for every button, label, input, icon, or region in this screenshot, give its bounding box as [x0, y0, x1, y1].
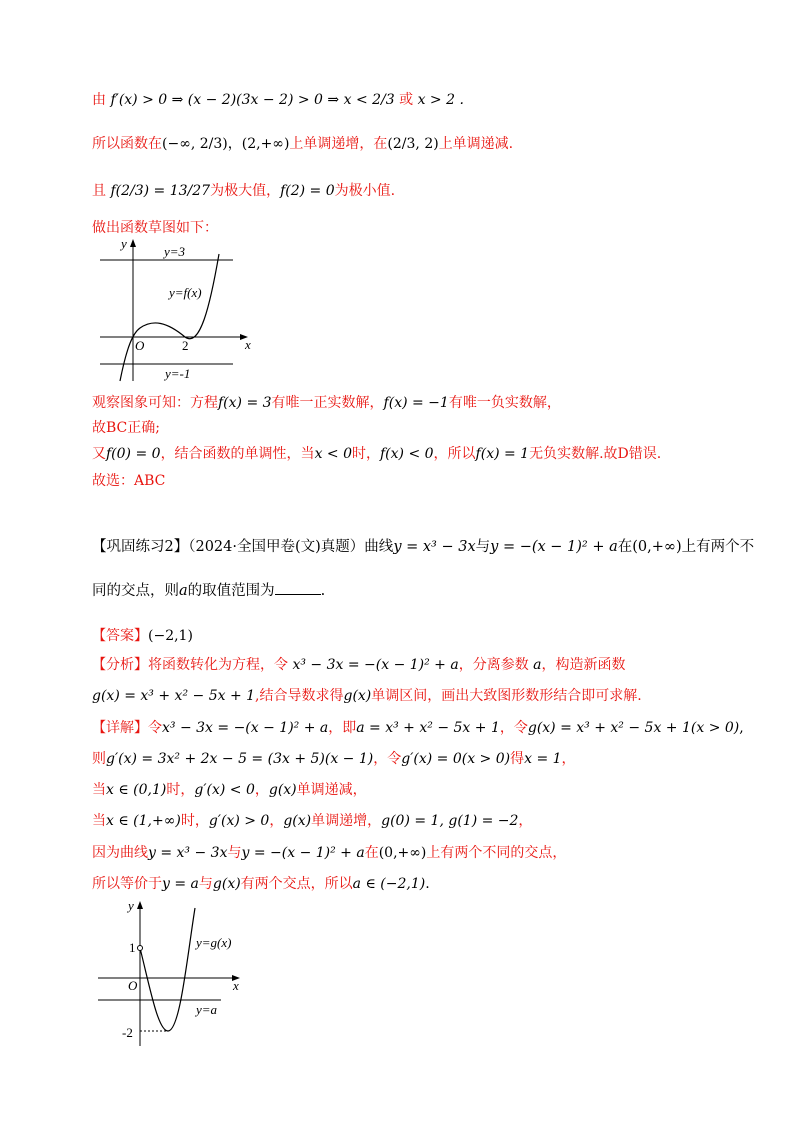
- y-arrow: [130, 239, 136, 247]
- text: 在: [364, 845, 379, 861]
- text: 的取值范围为: [187, 583, 275, 599]
- math: x³ − 3x = −(x − 1)² + a: [292, 657, 459, 673]
- math: (0,+∞): [632, 539, 682, 555]
- math: (−∞, 2/3)，(2,+∞): [162, 136, 290, 152]
- tick-1: 1: [129, 940, 136, 955]
- monotonic-line: [92, 134, 513, 154]
- bc-correct: 故BC正确;: [92, 420, 160, 436]
- text: 时，: [352, 446, 380, 462]
- observe-line: [92, 393, 561, 413]
- text: ，: [561, 751, 576, 767]
- text: .: [425, 876, 430, 892]
- graph-g: [95, 898, 265, 1048]
- detail-line-1: [92, 718, 744, 738]
- math: g′(x) > 0: [208, 813, 270, 829]
- text: 与: [227, 845, 242, 861]
- text: 观察图象可知：方程: [92, 395, 218, 411]
- text: 为极大值，: [210, 183, 281, 199]
- text: 单调递减，: [296, 782, 367, 798]
- text: 为极小值.: [334, 183, 396, 199]
- text: 所以函数在: [92, 136, 162, 152]
- math: f(x) = 1: [475, 446, 530, 462]
- math: g(x): [212, 876, 241, 892]
- detail-line-4: [92, 811, 532, 831]
- text: 上有两个不: [681, 539, 755, 555]
- label-curve: y=g(x): [196, 935, 232, 950]
- detail-line-2: [92, 749, 576, 769]
- text: 无负实数解.故D错误.: [529, 446, 662, 462]
- start-point: [138, 946, 143, 951]
- text: 又: [92, 446, 106, 462]
- tick-2: 2: [182, 338, 189, 353]
- text: 上单调递减.: [438, 136, 514, 152]
- text: 当: [92, 813, 106, 829]
- graph-f: [95, 236, 275, 386]
- text: 因为曲线: [92, 845, 148, 861]
- answer-line: [92, 626, 193, 646]
- math: (−2,1): [148, 628, 193, 644]
- text: 或: [399, 92, 418, 108]
- math: y = −(x − 1)² + a: [241, 845, 365, 861]
- math: x > 2 .: [417, 92, 464, 108]
- math: g(x) = x³ + x² − 5x + 1(x > 0): [527, 720, 740, 736]
- math: g(x) = x³ + x² − 5x + 1: [92, 688, 256, 704]
- answer-label: 【答案】: [92, 628, 148, 644]
- d-wrong-line: [92, 444, 661, 464]
- math: g′(x) = 3x² + 2x − 5 = (3x + 5)(x − 1): [106, 751, 374, 767]
- x-label: x: [233, 978, 239, 993]
- text: 时，: [166, 782, 195, 798]
- math: g′(x) = 0(x > 0): [401, 751, 511, 767]
- analysis-line-1: [92, 655, 626, 675]
- y-arrow: [137, 901, 143, 909]
- math: y = x³ − 3x: [148, 845, 228, 861]
- text: 有唯一负实数解，: [448, 395, 561, 411]
- text: ，所以: [433, 446, 476, 462]
- problem-title: [92, 537, 754, 557]
- sketch-intro: 做出函数草图如下：: [92, 220, 218, 236]
- text: 所以等价于: [92, 876, 162, 892]
- math: f(2) = 0: [280, 183, 335, 199]
- text: 当: [92, 782, 106, 798]
- extremum-line: [92, 181, 395, 201]
- math: x³ − 3x = −(x − 1)² + a: [162, 720, 329, 736]
- math: g(x): [268, 782, 297, 798]
- text: ，结合函数的单调性，当: [160, 446, 315, 462]
- answer-blank: [275, 582, 321, 595]
- x-label: x: [245, 337, 251, 352]
- y-label: y: [121, 236, 127, 251]
- choice-answer: 故选：ABC: [92, 473, 166, 489]
- math: f(x) < 0: [380, 446, 434, 462]
- text: 与: [475, 539, 491, 555]
- math: (0,+∞): [378, 845, 427, 861]
- origin-label: O: [135, 338, 145, 353]
- detail-line-5: [92, 843, 566, 863]
- math: g(0) = 1, g(1) = −2: [381, 813, 519, 829]
- text: 同的交点，则: [92, 583, 179, 599]
- math: (2/3, 2): [387, 136, 439, 152]
- analysis-line-2: [92, 686, 642, 706]
- text: ，令: [373, 751, 402, 767]
- math: f′(x) > 0 ⇒ (x − 2)(3x − 2) > 0 ⇒ x < 2/3: [110, 92, 400, 108]
- text: ，分离参数: [458, 657, 534, 673]
- math: a ∈ (−2,1): [352, 876, 426, 892]
- text: ，令: [499, 720, 528, 736]
- curve-f: [120, 254, 219, 381]
- math: f(x) = −1: [383, 395, 449, 411]
- math: f(2/3) = 13/27: [110, 183, 211, 199]
- math: x ∈ (1,+∞): [106, 813, 181, 829]
- math: y = a: [162, 876, 199, 892]
- text: 由: [92, 92, 111, 108]
- text: 且: [92, 183, 111, 199]
- label-curve: y=f(x): [169, 285, 202, 300]
- math: f(0) = 0: [106, 446, 161, 462]
- derivative-line: [92, 90, 464, 110]
- text: 与: [198, 876, 213, 892]
- math: x = 1: [524, 751, 562, 767]
- text: ，即: [328, 720, 357, 736]
- label-ya: y=a: [196, 1002, 218, 1017]
- curve-g: [140, 908, 195, 1031]
- text: 【详解】令: [92, 720, 162, 736]
- text: 有两个交点，所以: [240, 876, 353, 892]
- text: 【巩固练习2】（2024·全国甲卷(文)真题）曲线: [92, 539, 394, 555]
- text: 上有两个不同的交点，: [426, 845, 567, 861]
- problem-title-2: [92, 581, 325, 601]
- y-label: y: [128, 898, 134, 913]
- detail-line-6: [92, 874, 430, 894]
- text: .: [320, 583, 326, 599]
- math: a: [179, 583, 188, 599]
- text: 在: [617, 539, 633, 555]
- math: y = x³ − 3x: [393, 539, 476, 555]
- text: 单调区间，画出大致图形数形结合即可求解.: [371, 688, 642, 704]
- origin-label: O: [128, 978, 138, 993]
- text: 上单调递增，在: [289, 136, 388, 152]
- text: 时，: [180, 813, 209, 829]
- text: ，: [254, 782, 269, 798]
- text: 单调递增，: [311, 813, 382, 829]
- math: a: [533, 657, 542, 673]
- label-ym1: y=-1: [165, 366, 191, 381]
- text: ，: [518, 813, 533, 829]
- text: ,结合导数求得: [255, 688, 344, 704]
- text: 有唯一正实数解，: [271, 395, 384, 411]
- math: a = x³ + x² − 5x + 1: [356, 720, 500, 736]
- text: 【分析】将函数转化为方程，令: [92, 657, 293, 673]
- detail-line-3: [92, 780, 367, 800]
- math: g′(x) < 0: [194, 782, 255, 798]
- text: ，: [269, 813, 284, 829]
- label-y3: y=3: [164, 244, 186, 259]
- math: g(x): [343, 688, 372, 704]
- math: f(x) = 3: [218, 395, 272, 411]
- text: 则: [92, 751, 106, 767]
- text: ,: [739, 720, 744, 736]
- text: ，构造新函数: [541, 657, 626, 673]
- math: x < 0: [314, 446, 352, 462]
- math: g(x): [283, 813, 312, 829]
- text: 得: [510, 751, 525, 767]
- tick-m2: -2: [122, 1025, 133, 1040]
- math: x ∈ (0,1): [106, 782, 167, 798]
- math: y = −(x − 1)² + a: [490, 539, 618, 555]
